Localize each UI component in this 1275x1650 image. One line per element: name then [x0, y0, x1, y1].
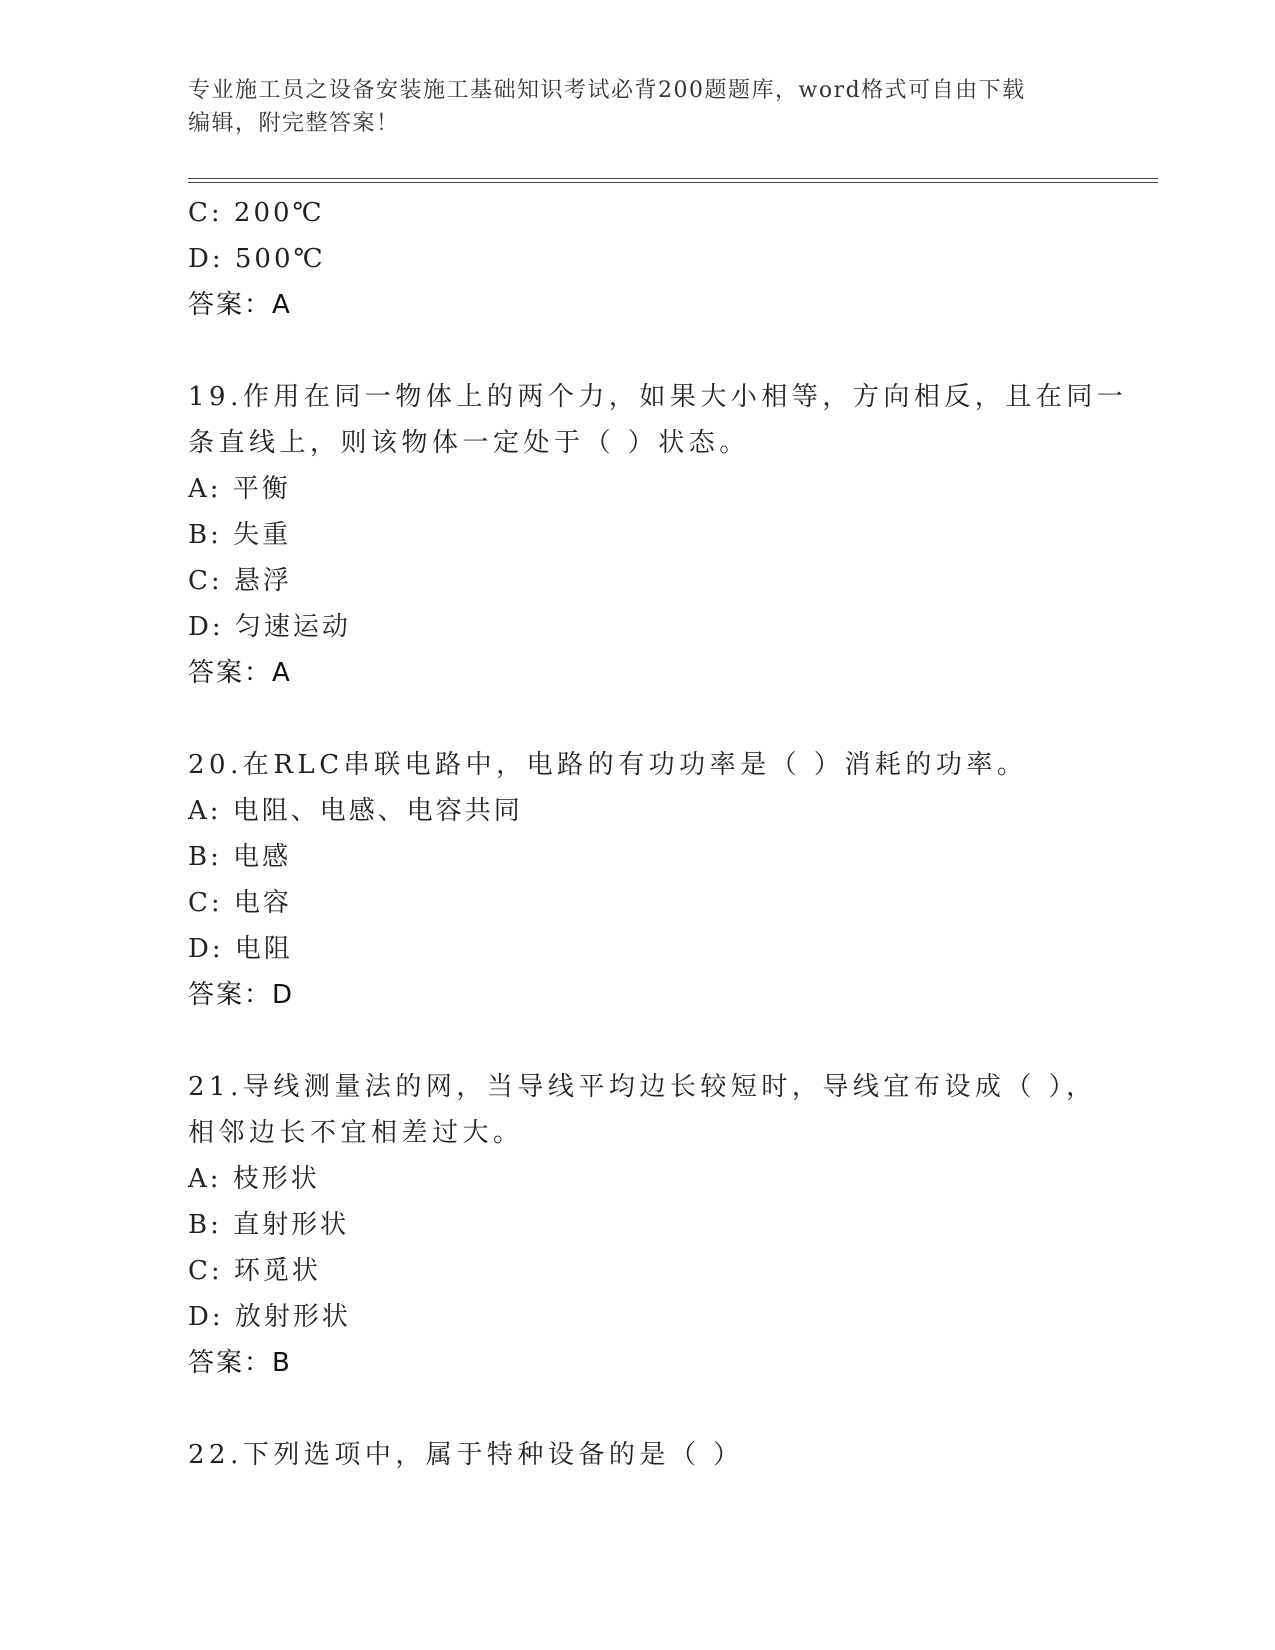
- question-21: [188, 1064, 1097, 1386]
- question-stem-line-1: 22.下列选项中，属于特种设备的是（ ）: [188, 1440, 744, 1470]
- answer-value: B: [272, 1348, 290, 1378]
- header-title-line-2: 编辑，附完整答案！: [188, 111, 400, 136]
- option-d: D: 放射形状: [188, 1302, 351, 1332]
- spacer: [188, 328, 1088, 374]
- answer-value: A: [272, 658, 290, 688]
- header-divider: [188, 178, 1158, 183]
- question-stem-line-2: 相邻边长不宜相差过大。: [188, 1118, 524, 1148]
- question-stem-line-1: 20.在RLC串联电路中，电路的有功功率是（ ）消耗的功率。: [188, 750, 1028, 780]
- spacer: [188, 1386, 1088, 1432]
- option-a: A: 电阻、电感、电容共同: [188, 796, 523, 826]
- option-a: A: 枝形状: [188, 1164, 320, 1194]
- option-d: D: 匀速运动: [188, 612, 351, 642]
- document-header: [188, 74, 1088, 140]
- question-stem-line-2: 条直线上，则该物体一定处于（ ）状态。: [188, 428, 750, 458]
- question-list: [188, 190, 1128, 1478]
- answer-label: 答案：: [188, 290, 273, 320]
- answer-label: 答案：: [188, 980, 273, 1010]
- question-22: [188, 1432, 1088, 1478]
- answer-value: A: [272, 290, 290, 320]
- answer-label: 答案：: [188, 658, 273, 688]
- question-19: [188, 374, 1128, 696]
- spacer: [188, 1018, 1088, 1064]
- option-b: B: 失重: [188, 520, 292, 550]
- option-d: D: 500℃: [188, 244, 326, 274]
- option-b: B: 直射形状: [188, 1210, 350, 1240]
- spacer: [188, 696, 1088, 742]
- option-c: C: 环觅状: [188, 1256, 321, 1286]
- option-c: C: 200℃: [188, 198, 325, 228]
- option-c: C: 悬浮: [188, 566, 292, 596]
- question-stem-line-1: 19.作用在同一物体上的两个力，如果大小相等，方向相反，且在同一: [188, 382, 1128, 412]
- option-c: C: 电容: [188, 888, 292, 918]
- option-d: D: 电阻: [188, 934, 293, 964]
- answer-line: [188, 1340, 1088, 1386]
- answer-line: [188, 972, 1088, 1018]
- option-b: B: 电感: [188, 842, 292, 872]
- question-18: [188, 190, 1088, 328]
- answer-line: [188, 650, 1088, 696]
- header-title-line-1: 专业施工员之设备安装施工基础知识考试必背200题题库，word格式可自由下载: [188, 78, 1026, 103]
- answer-line: [188, 282, 1088, 328]
- option-a: A: 平衡: [188, 474, 291, 504]
- question-20: [188, 742, 1088, 1018]
- question-stem-line-1: 21.导线测量法的网，当导线平均边长较短时，导线宜布设成（ ），: [188, 1072, 1097, 1102]
- answer-label: 答案：: [188, 1348, 273, 1378]
- answer-value: D: [272, 980, 293, 1010]
